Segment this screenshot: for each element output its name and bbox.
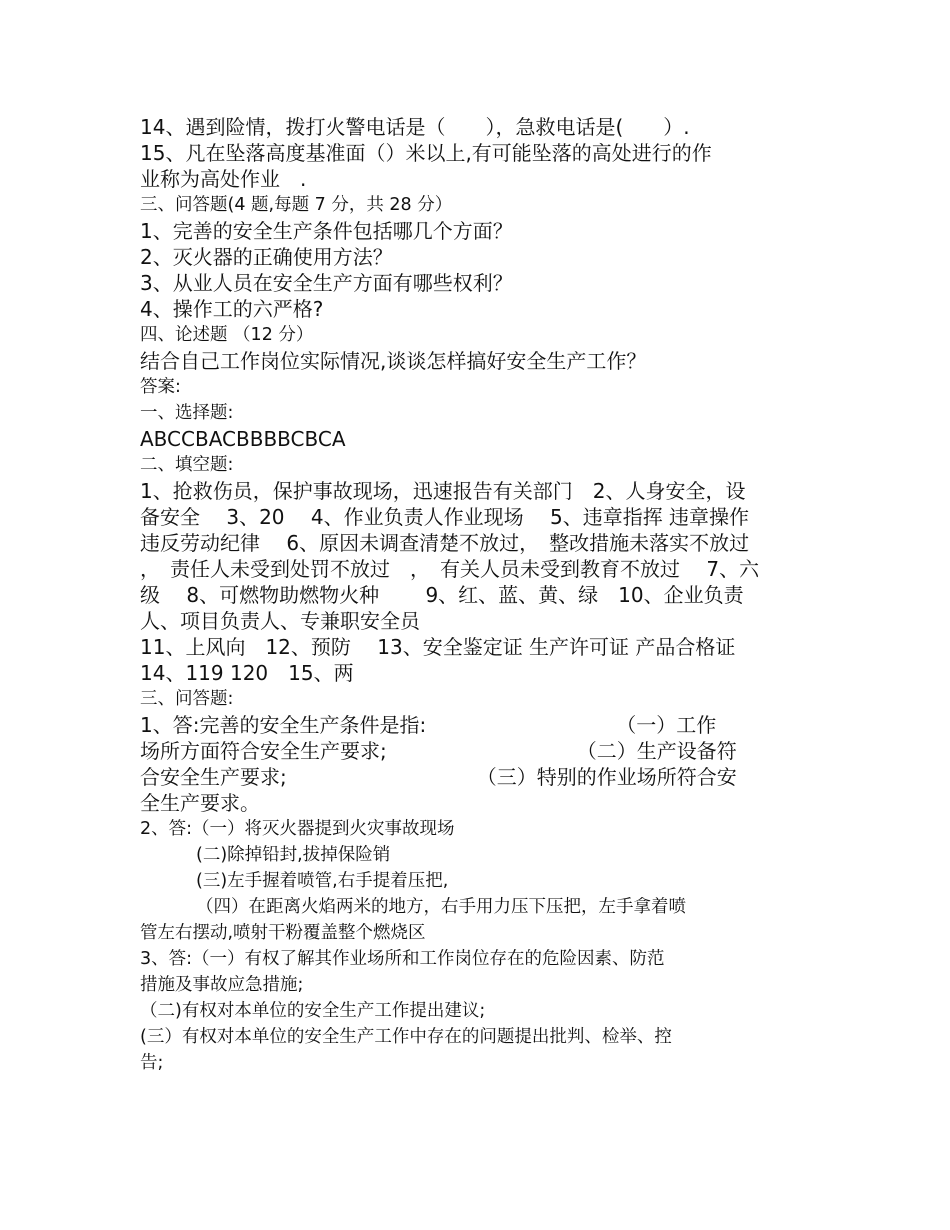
fill-answer-line-4: ， 责任人未受到处罚不放过 ， 有关人员未受到教育不放过 7、六 [140, 557, 760, 581]
section-heading-essay: 四、论述题 （12 分） [140, 325, 314, 345]
question-14: 14、遇到险情，拨打火警电话是（ ），急救电话是( ）. [140, 115, 690, 139]
qa-answer-2-line-5: 管左右摆动,喷射干粉覆盖整个燃烧区 [140, 923, 426, 943]
qa-answer-2-line-1: 2、答:（一）将灭火器提到火灾事故现场 [140, 819, 455, 839]
fill-answer-line-5: 级 8、可燃物助燃物火种 9、红、蓝、黄、绿 10、企业负责 [140, 583, 744, 607]
fill-answer-line-8: 14、119 120 15、两 [140, 661, 354, 685]
qa-answer-3-line-4: (三）有权对本单位的安全生产工作中存在的问题提出批判、检举、控 [140, 1027, 672, 1047]
answers-qa-heading: 三、问答题: [140, 689, 234, 709]
answers-fill-heading: 二、填空题: [140, 455, 234, 475]
document-body [140, 114, 820, 1076]
qa-answer-1-line-1: 1、答:完善的安全生产条件是指: （一）工作 [140, 713, 717, 737]
answers-heading: 答案: [140, 377, 181, 397]
question-15-line-2: 业称为高处作业 . [140, 167, 307, 191]
qa-answer-1-line-3: 合安全生产要求; （三）特别的作业场所符合安 [140, 765, 737, 789]
qa-answer-3-line-5: 告; [140, 1053, 164, 1073]
qa-answer-1-line-4: 全生产要求。 [140, 791, 260, 815]
fill-answer-line-6: 人、项目负责人、专兼职安全员 [140, 609, 420, 633]
qa-answer-1-line-2: 场所方面符合安全生产要求; （二）生产设备符 [140, 739, 737, 763]
qa-answer-3-line-1: 3、答:（一）有权了解其作业场所和工作岗位存在的危险因素、防范 [140, 949, 665, 969]
qa-question-3: 3、从业人员在安全生产方面有哪些权利？ [140, 271, 513, 295]
fill-answer-line-7: 11、上风向 12、预防 13、安全鉴定证 生产许可证 产品合格证 [140, 635, 736, 659]
qa-question-1: 1、完善的安全生产条件包括哪几个方面？ [140, 219, 513, 243]
section-heading-qa: 三、问答题(4 题,每题 7 分，共 28 分） [140, 195, 453, 215]
fill-answer-line-2: 备安全 3、20 4、作业负责人作业现场 5、违章指挥 违章操作 [140, 505, 750, 529]
qa-answer-3-line-2: 措施及事故应急措施; [140, 975, 304, 995]
question-15-line-1: 15、凡在坠落高度基准面（）米以上,有可能坠落的高处进行的作 [140, 141, 712, 165]
essay-question: 结合自己工作岗位实际情况,谈谈怎样搞好安全生产工作？ [140, 349, 647, 373]
qa-answer-2-line-2: (二)除掉铅封,拔掉保险销 [196, 845, 391, 865]
qa-question-2: 2、灭火器的正确使用方法？ [140, 245, 393, 269]
answers-choice-heading: 一、选择题: [140, 403, 234, 423]
fill-answer-line-3: 违反劳动纪律 6、原因未调查清楚不放过， 整改措施未落实不放过 [140, 531, 750, 555]
fill-answer-line-1: 1、抢救伤员，保护事故现场，迅速报告有关部门 2、人身安全，设 [140, 479, 746, 503]
qa-answer-2-line-3: (三)左手握着喷管,右手提着压把, [196, 871, 449, 891]
qa-answer-2-line-4: （四）在距离火焰两米的地方，右手用力压下压把，左手拿着喷 [196, 897, 686, 917]
qa-answer-3-line-3: （二)有权对本单位的安全生产工作提出建议; [140, 1001, 486, 1021]
qa-question-4: 4、操作工的六严格? [140, 297, 324, 321]
answers-choice-key: ABCCBACBBBBCBCA [140, 427, 346, 451]
